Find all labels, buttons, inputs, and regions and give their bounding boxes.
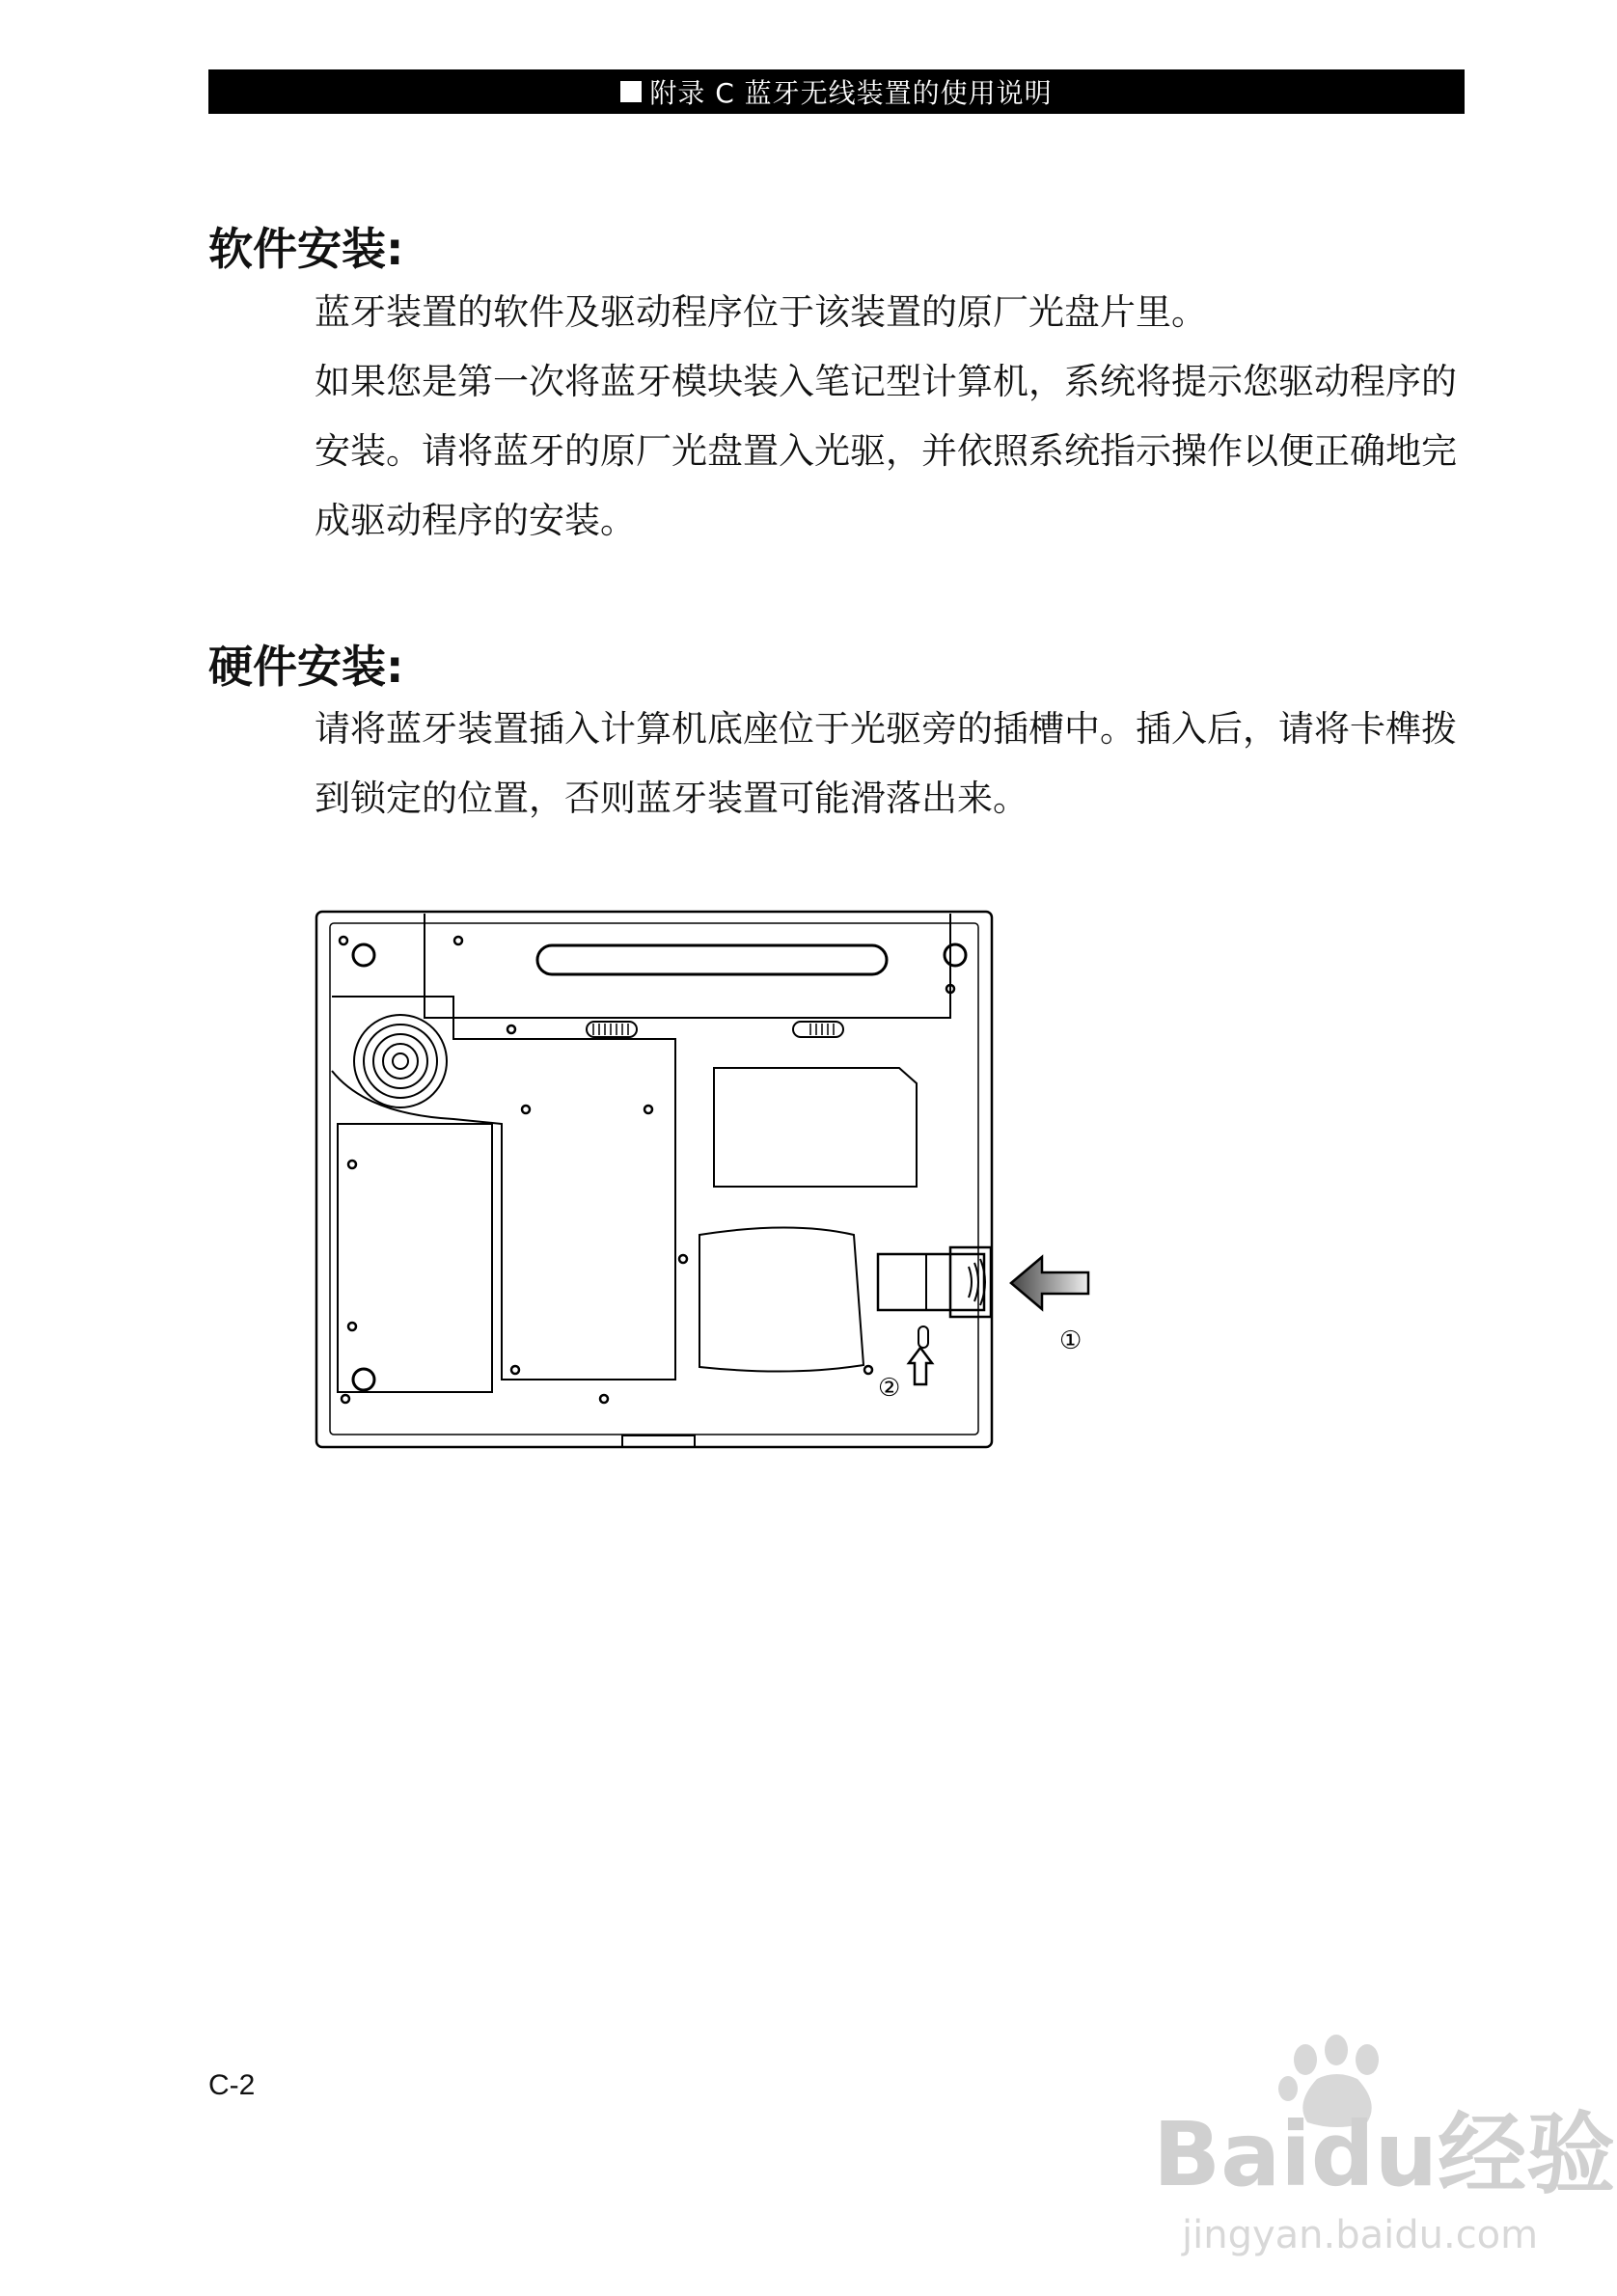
step1-arrow-icon bbox=[1011, 1257, 1088, 1309]
section-body-software bbox=[315, 278, 1467, 556]
square-bullet-icon bbox=[620, 81, 642, 102]
paragraph: 蓝牙装置的软件及驱动程序位于该装置的原厂光盘片里。 bbox=[315, 291, 1207, 333]
laptop-bottom-illustration bbox=[309, 902, 1196, 1462]
step2-label: ② bbox=[878, 1374, 901, 1403]
step2-arrow-icon bbox=[909, 1348, 932, 1384]
watermark-url-text: jingyan.baidu.com bbox=[1182, 2213, 1539, 2257]
section-title-software: 软件安装: bbox=[208, 223, 404, 275]
drive-slot bbox=[537, 945, 887, 974]
bluetooth-module bbox=[878, 1254, 984, 1310]
chapter-header-title: 附录 C 蓝牙无线装置的使用说明 bbox=[649, 77, 1053, 109]
section-body-hardware bbox=[315, 695, 1467, 834]
section-title-hardware: 硬件安装: bbox=[208, 641, 404, 693]
laptop-outline bbox=[316, 912, 992, 1447]
page-number: C-2 bbox=[208, 2069, 256, 2101]
baidu-watermark-logo bbox=[1143, 2031, 1616, 2262]
watermark-logo-text: Baidu经验 bbox=[1153, 2103, 1616, 2206]
paragraph: 如果您是第一次将蓝牙模块装入笔记型计算机，系统将提示您驱动程序的安装。请将蓝牙的原厂光盘置入光驱，并依照系统指示操作以便正确地完成驱动程序的安装。 bbox=[315, 361, 1457, 541]
step1-label: ① bbox=[1059, 1326, 1083, 1355]
paragraph: 请将蓝牙装置插入计算机底座位于光驱旁的插槽中。插入后，请将卡榫拨到锁定的位置，否则蓝牙装置可能滑落出来。 bbox=[315, 708, 1457, 819]
chapter-header bbox=[208, 69, 1465, 114]
